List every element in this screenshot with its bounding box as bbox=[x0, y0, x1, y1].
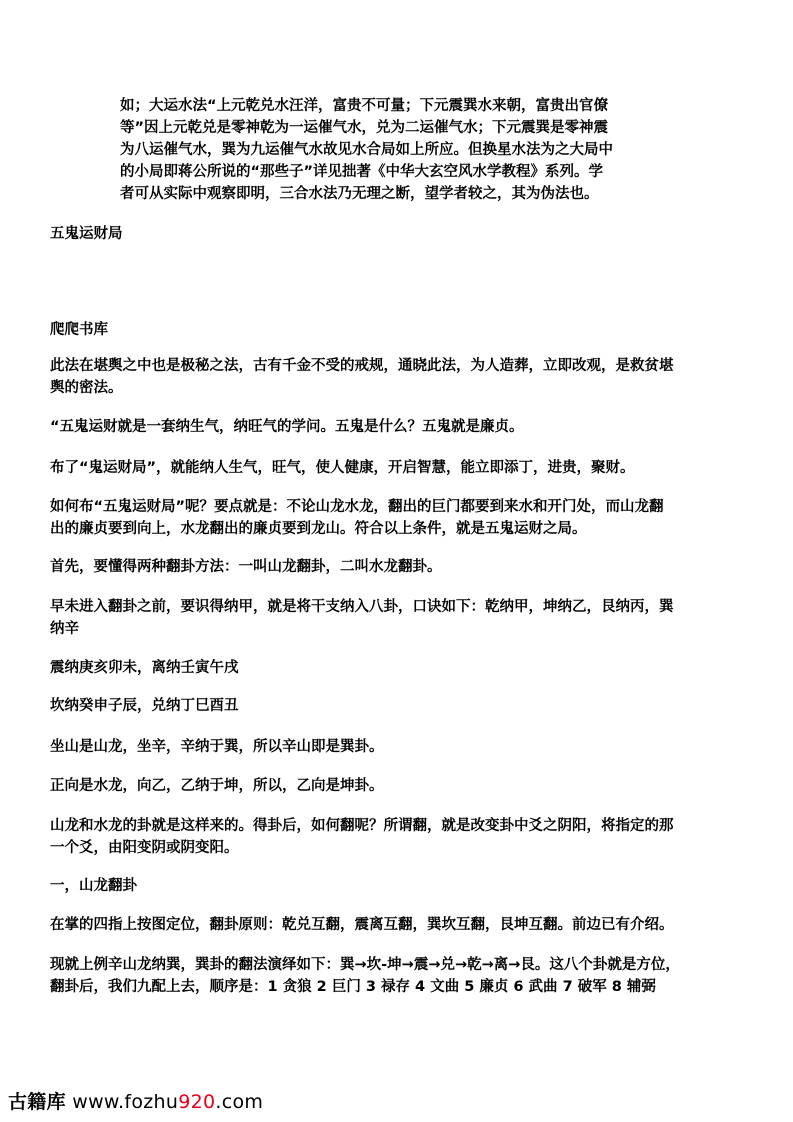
footer-url-suffix: .com bbox=[215, 1091, 264, 1113]
paragraph-11: 山龙和水龙的卦就是这样来的。得卦后，如何翻呢？所谓翻，就是改变卦中爻之阴阳，将指定的那 一个爻，由阳变阴或阴变阳。 bbox=[50, 818, 674, 856]
footer-brand: 古籍库 bbox=[8, 1091, 66, 1113]
paragraph-7: 震纳庚亥卯未，离纳壬寅午戌 bbox=[50, 660, 239, 676]
paragraph-5: 首先，要懂得两种翻卦方法：一叫山龙翻卦，二叫水龙翻卦。 bbox=[50, 559, 442, 575]
paragraph-3: 布了“鬼运财局”，就能纳人生气，旺气，使人健康，开启智慧，能立即添丁，进贵，聚财。 bbox=[50, 460, 635, 476]
footer-watermark bbox=[8, 1087, 263, 1114]
paragraph-2: “五鬼运财就是一套纳生气，纳旺气的学问。五鬼是什么？五鬼就是廉贞。 bbox=[50, 419, 524, 435]
paragraph-1: 此法在堪舆之中也是极秘之法，古有千金不受的戒规，通晓此法，为人造葬，立即改观，是救贫堪 舆的密法。 bbox=[50, 358, 674, 396]
source-label: 爬爬书库 bbox=[50, 322, 108, 338]
paragraph-10: 正向是水龙，向乙，乙纳于坤，所以，乙向是坤卦。 bbox=[50, 778, 384, 794]
paragraph-12: 在掌的四指上按图定位，翻卦原则：乾兑互翻，震离互翻，巽坎互翻，艮坤互翻。前边已有介绍。 bbox=[50, 917, 674, 933]
paragraph-9: 坐山是山龙，坐辛，辛纳于巽，所以辛山即是巽卦。 bbox=[50, 739, 384, 755]
subsection-title: 一，山龙翻卦 bbox=[50, 878, 137, 894]
paragraph-8: 坎纳癸申子辰，兑纳丁巳酉丑 bbox=[50, 698, 239, 714]
footer-url-prefix: www.fozhu bbox=[65, 1091, 179, 1113]
paragraph-13: 现就上例辛山龙纳巽，巽卦的翻法演绎如下：巽→坎-坤→震→兑→乾→离→艮。这八个卦就是方位， 翻卦后，我们九配上去，顺序是：1 贪狼 2 巨门 3 禄存 4 文曲 5 廉贞 6 武曲 7 破军 8 辅弼 bbox=[50, 957, 680, 995]
footer-url-number: 920 bbox=[178, 1091, 216, 1113]
paragraph-6: 早未进入翻卦之前，要识得纳甲，就是将干支纳入八卦，口诀如下：乾纳甲，坤纳乙，艮纳丙，巽 纳辛 bbox=[50, 599, 674, 637]
intro-paragraph: 如；大运水法“上元乾兑水汪洋，富贵不可量；下元震巽水来朝，富贵出官僚 等”因上元乾兑是零神乾为一运催气水，兑为二运催气水；下元震巽是零神震 为八运催气水，巽为九运催气水故见水合局如上所应。但换星水法为之大局中 的小局即蒋公所说的“那些子”详见拙著《中华大玄空风水学教程》系列。学 者可从实际中观察即明，三合水法乃无理之断，望学者较之，其为伪法也。 bbox=[120, 98, 613, 202]
paragraph-4: 如何布“五鬼运财局”呢？要点就是：不论山龙水龙，翻出的巨门都要到来水和开门处，而山龙翻 出的廉贞要到向上，水龙翻出的廉贞要到龙山。符合以上条件，就是五鬼运财之局。 bbox=[50, 499, 664, 537]
section-title: 五鬼运财局 bbox=[50, 226, 123, 242]
